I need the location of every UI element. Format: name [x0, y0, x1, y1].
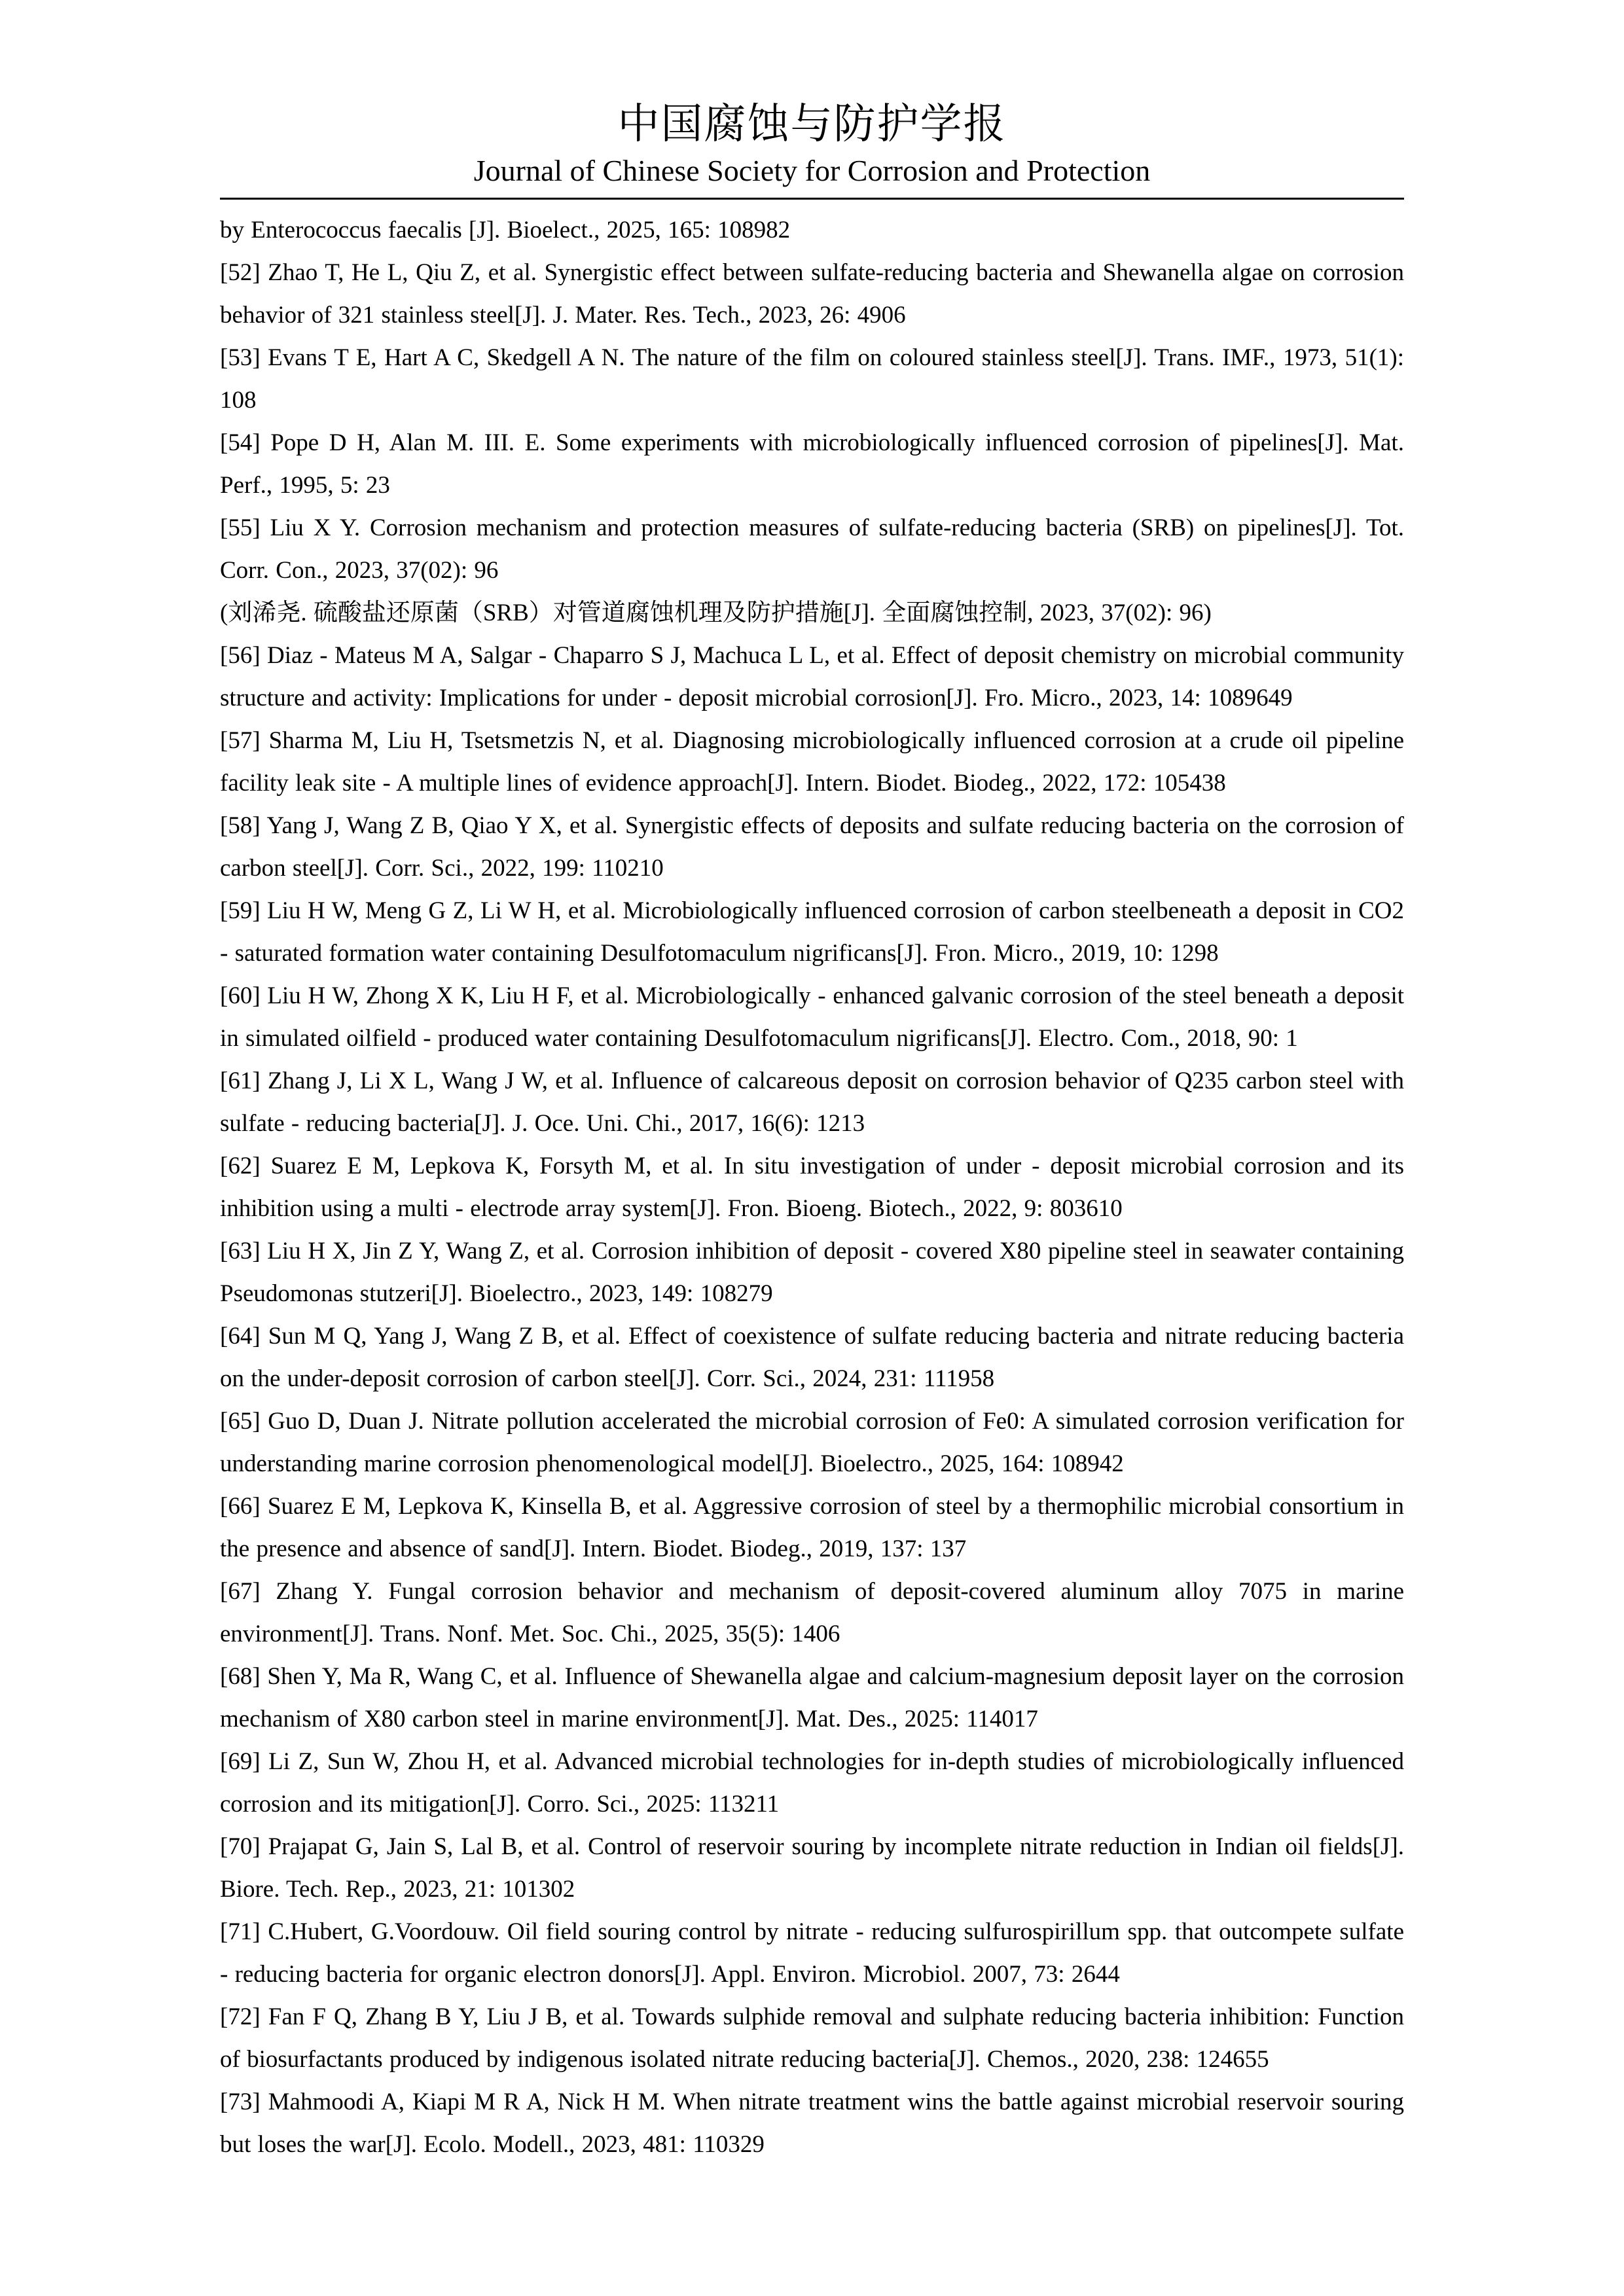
- reference-item: [67] Zhang Y. Fungal corrosion behavior and mechanism of deposit-covered aluminum alloy 7075 in marine environment[J]. Trans. Nonf. Met. Soc. Chi., 2025, 35(5): 1406: [220, 1578, 1404, 1647]
- reference-item: [56] Diaz - Mateus M A, Salgar - Chaparro S J, Machuca L L, et al. Effect of deposit chemistry on microbial community structure and activity: Implications for under - deposit microbial corrosion[J]. Fro. Micro., 2023, 14: 1089649: [220, 642, 1404, 711]
- reference-item: [55] Liu X Y. Corrosion mechanism and protection measures of sulfate-reducing bacteria (SRB) on pipelines[J]. Tot. Corr. Con., 2023, 37(02): 96: [220, 514, 1404, 584]
- reference-item: [58] Yang J, Wang Z B, Qiao Y X, et al. Synergistic effects of deposits and sulfate reducing bacteria on the corrosion of carbon steel[J]. Corr. Sci., 2022, 199: 110210: [220, 812, 1404, 882]
- reference-item: [59] Liu H W, Meng G Z, Li W H, et al. Microbiologically influenced corrosion of carbon steelbeneath a deposit in CO2 - saturated formation water containing Desulfotomaculum nigrificans[J]. Fron. Micro., 2019, 10: 1298: [220, 897, 1404, 967]
- header-rule: [220, 198, 1404, 200]
- reference-list: [220, 209, 1404, 2166]
- reference-item: [69] Li Z, Sun W, Zhou H, et al. Advanced microbial technologies for in-depth studies of microbiologically influenced corrosion and its mitigation[J]. Corro. Sci., 2025: 113211: [220, 1748, 1404, 1818]
- reference-item: [62] Suarez E M, Lepkova K, Forsyth M, et al. In situ investigation of under - deposit microbial corrosion and its inhibition using a multi - electrode array system[J]. Fron. Bioeng. Biotech., 2022, 9: 803610: [220, 1153, 1404, 1222]
- reference-item: [68] Shen Y, Ma R, Wang C, et al. Influence of Shewanella algae and calcium-magnesium deposit layer on the corrosion mechanism of X80 carbon steel in marine environment[J]. Mat. Des., 2025: 114017: [220, 1663, 1404, 1732]
- reference-item: [72] Fan F Q, Zhang B Y, Liu J B, et al. Towards sulphide removal and sulphate reducing bacteria inhibition: Function of biosurfactants produced by indigenous isolated nitrate reducing bacteria[J]. Chemos., 2020, 238: 124655: [220, 2003, 1404, 2073]
- reference-item: by Enterococcus faecalis [J]. Bioelect., 2025, 165: 108982: [220, 217, 791, 243]
- reference-item: [57] Sharma M, Liu H, Tsetsmetzis N, et al. Diagnosing microbiologically influenced corrosion at a crude oil pipeline facility leak site - A multiple lines of evidence approach[J]. Intern. Biodet. Biodeg., 2022, 172: 105438: [220, 727, 1404, 797]
- journal-title-zh: 中国腐蚀与防护学报: [617, 101, 1007, 147]
- reference-item: [73] Mahmoodi A, Kiapi M R A, Nick H M. When nitrate treatment wins the battle against microbial reservoir souring but loses the war[J]. Ecolo. Modell., 2023, 481: 110329: [220, 2089, 1404, 2158]
- reference-item: [66] Suarez E M, Lepkova K, Kinsella B, et al. Aggressive corrosion of steel by a thermophilic microbial consortium in the presence and absence of sand[J]. Intern. Biodet. Biodeg., 2019, 137: 137: [220, 1493, 1404, 1562]
- reference-item: [70] Prajapat G, Jain S, Lal B, et al. Control of reservoir souring by incomplete nitrate reduction in Indian oil fields[J]. Biore. Tech. Rep., 2023, 21: 101302: [220, 1833, 1404, 1903]
- reference-item: [65] Guo D, Duan J. Nitrate pollution accelerated the microbial corrosion of Fe0: A simulated corrosion verification for understanding marine corrosion phenomenological model[J]. Bioelectro., 2025, 164: 108942: [220, 1408, 1404, 1477]
- reference-item: [52] Zhao T, He L, Qiu Z, et al. Synergistic effect between sulfate-reducing bacteria and Shewanella algae on corrosion behavior of 321 stainless steel[J]. J. Mater. Res. Tech., 2023, 26: 4906: [220, 259, 1404, 329]
- reference-item: [53] Evans T E, Hart A C, Skedgell A N. The nature of the film on coloured stainless steel[J]. Trans. IMF., 1973, 51(1): 108: [220, 344, 1404, 414]
- journal-header: [220, 98, 1404, 200]
- reference-item: [64] Sun M Q, Yang J, Wang Z B, et al. Effect of coexistence of sulfate reducing bacteria and nitrate reducing bacteria on the under-deposit corrosion of carbon steel[J]. Corr. Sci., 2024, 231: 111958: [220, 1323, 1404, 1392]
- reference-item: [54] Pope D H, Alan M. III. E. Some experiments with microbiologically influenced corrosion of pipelines[J]. Mat. Perf., 1995, 5: 23: [220, 429, 1404, 499]
- journal-title-en: Journal of Chinese Society for Corrosion and Protection: [473, 154, 1151, 187]
- reference-item: [63] Liu H X, Jin Z Y, Wang Z, et al. Corrosion inhibition of deposit - covered X80 pipeline steel in seawater containing Pseudomonas stutzeri[J]. Bioelectro., 2023, 149: 108279: [220, 1238, 1404, 1307]
- reference-item: [60] Liu H W, Zhong X K, Liu H F, et al. Microbiologically - enhanced galvanic corrosion of the steel beneath a deposit in simulated oilfield - produced water containing Desulfotomaculum nigrificans[J]. Electro. Com., 2018, 90: 1: [220, 982, 1404, 1052]
- reference-item: [71] C.Hubert, G.Voordouw. Oil field souring control by nitrate - reducing sulfurospirillum spp. that outcompete sulfate - reducing bacteria for organic electron donors[J]. Appl. Environ. Microbiol. 2007, 73: 2644: [220, 1918, 1404, 1988]
- reference-item: [61] Zhang J, Li X L, Wang J W, et al. Influence of calcareous deposit on corrosion behavior of Q235 carbon steel with sulfate - reducing bacteria[J]. J. Oce. Uni. Chi., 2017, 16(6): 1213: [220, 1067, 1404, 1137]
- reference-item: (刘浠尧. 硫酸盐还原菌（SRB）对管道腐蚀机理及防护措施[J]. 全面腐蚀控制, 2023, 37(02): 96): [220, 600, 1212, 626]
